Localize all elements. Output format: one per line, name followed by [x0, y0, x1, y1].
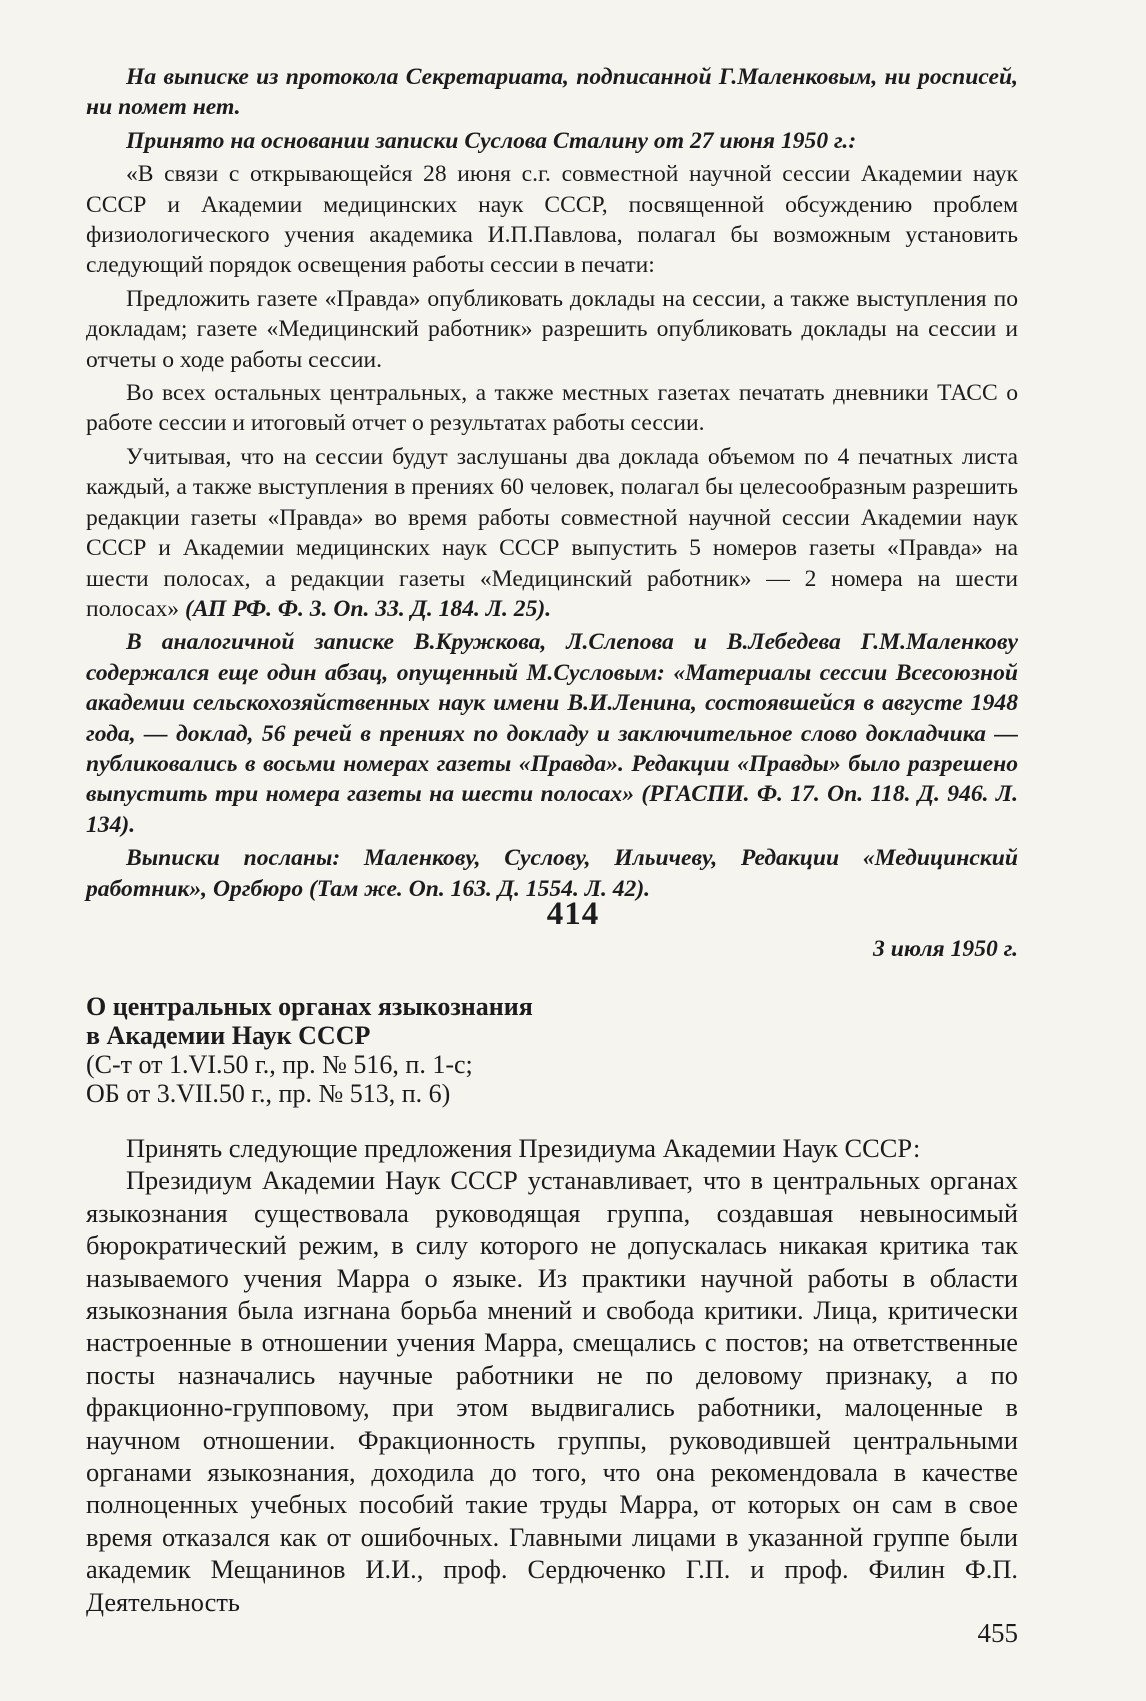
quote-paragraph-2: Предложить газете «Правда» опубликовать доклады на сессии, а также выступления по докладам; газете «Медицинский работник» разрешить опубликовать доклады на сессии и отчеты о ходе работы сессии. [86, 285, 1018, 373]
document-date: 3 июля 1950 г. [873, 936, 1018, 962]
main-paragraph-1: Принять следующие предложения Президиума Академии Наук СССР: [126, 1133, 921, 1163]
archival-notes-section [86, 62, 1018, 904]
note-paragraph-3: В аналогичной записке В.Кружкова, Л.Слепова и В.Лебедева Г.М.Маленкову содержался еще один абзац, опущенный М.Сусловым: «Материалы сессии Всесоюзной академии сельскохозяйственных наук имени В.И.Ленина, состоявшейся в августе 1948 года, — доклад, 56 речей в прениях по докладу и заключительное слово докладчика — публиковались в восьми номерах газеты «Правда». Редакции «Правды» было разрешено выпустить три номера газеты на шести полосах» (РГАСПИ. Ф. 17. Оп. 118. Д. 946. Л. 134). [86, 629, 1018, 838]
note-paragraph-4: Выписки посланы: Маленкову, Суслову, Ильичеву, Редакции «Медицинский работник», Оргбюро (Там же. Оп. 163. Д. 1554. Л. 42). [86, 845, 1018, 902]
quote-paragraph-3: Во всех остальных центральных, а также местных газетах печатать дневники ТАСС о работе сессии и итоговый отчет о результатах работы сессии. [86, 380, 1018, 437]
main-paragraph-2: Президиум Академии Наук СССР устанавливает, что в центральных органах языкознания существовала руководящая группа, создавшая невыносимый бюрократический режим, в силу которого не допускалась никакая критика так называемого учения Марра о языке. Из практики научной работы в области языкознания была изгнана борьба мнений и свобода критики. Лица, критически настроенные в отношении учения Марра, смещались с постов; на ответственные посты назначались научные работники не по деловому признаку, а по фракционно-групповому, при этом выдвигались работники, малоценные в научном отношении. Фракционность группы, руководившей центральными органами языкознания, доходила до того, что она рекомендовала в качестве полноценных учебных пособий такие труды Марра, от которых он сам в свое время отказался как от ошибочных. Главными лицами в указанной группе были академик Мещанинов И.И., проф. Сердюченко Г.П. и проф. Филин Ф.П. Деятельность [86, 1165, 1018, 1617]
note-paragraph-2: Принято на основании записки Суслова Сталину от 27 июня 1950 г.: [126, 127, 857, 154]
main-text-section [86, 1132, 1018, 1618]
quote-paragraph-1: «В связи с открывающейся 28 июня с.г. совместной научной сессии Академии наук СССР и Академии медицинских наук СССР, посвященной обсуждению проблем физиологического учения академика И.П.Павлова, полагал бы возможным установить следующий порядок освещения работы сессии в печати: [86, 161, 1018, 279]
note-paragraph-1: На выписке из протокола Секретариата, подписанной Г.Маленковым, ни росписей, ни помет нет. [86, 64, 1018, 121]
document-meta-line-2: ОБ от 3.VII.50 г., пр. № 513, п. 6) [86, 1079, 451, 1108]
document-title-line-1: О центральных органах языкознания [86, 992, 533, 1021]
document-heading [86, 992, 786, 1108]
archive-reference: (АП РФ. Ф. 3. Оп. 33. Д. 184. Л. 25). [185, 595, 552, 622]
quote-paragraph-4 [86, 442, 1018, 624]
page-number: 455 [977, 1618, 1018, 1648]
document-title-line-2: в Академии Наук СССР [86, 1021, 371, 1050]
quote-paragraph-4-text: Учитывая, что на сессии будут заслушаны два доклада объемом по 4 печатных листа каждый, а также выступления в прениях 60 человек, полагал бы целесообразным разрешить редакции газеты «Правда» во время работы совместной научной сессии Академии наук СССР и Академии медицинских наук СССР выпустить 5 номеров газеты «Правда» на шести полосах, а редакции газеты «Медицинский работник» — 2 номера на шести полосах» [86, 443, 1018, 622]
document-number: 414 [546, 896, 600, 932]
document-meta-line-1: (С-т от 1.VI.50 г., пр. № 516, п. 1-с; [86, 1050, 473, 1079]
